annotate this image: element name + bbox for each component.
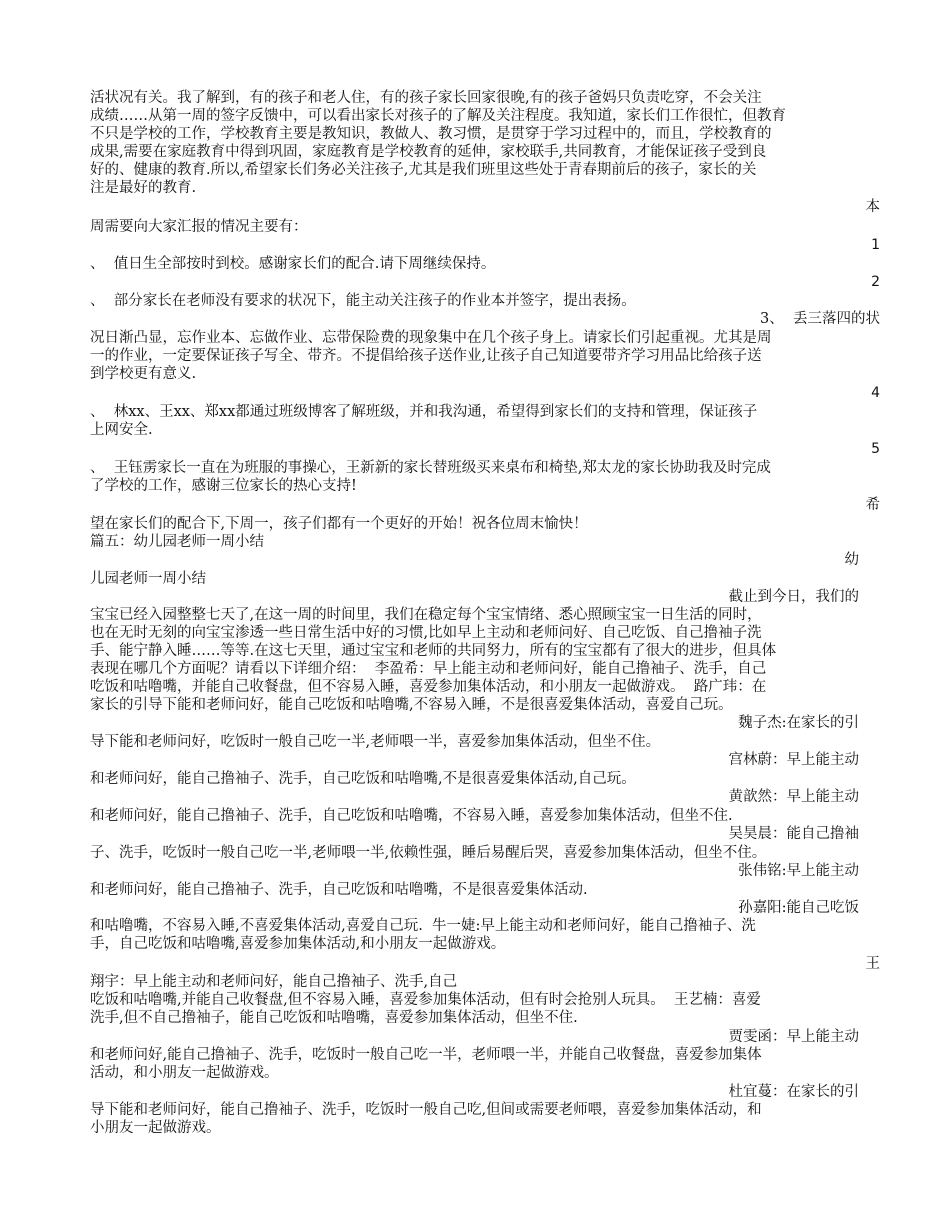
text-line: 王 — [865, 956, 880, 972]
text-line: 成绩……从第一周的签字反馈中，可以看出家长对孩子的了解及关注程度。我知道，家长们工作很忙，但教育 — [90, 108, 786, 124]
list-number: 1 — [871, 237, 880, 253]
text-line: 导下能和老师问好，能自己撸袖子、洗手，吃饭时一般自己吃,但间或需要老师喂，喜爱参加集体活动，和 — [90, 1102, 762, 1118]
text-line: 幼 — [844, 552, 859, 568]
list-item: 、 值日生全部按时到校。感谢家长们的配合.请下周继续保持。 — [90, 256, 496, 272]
list-item: 、 部分家长在老师没有要求的状况下，能主动关注孩子的作业本并签字，提出表扬。 — [90, 293, 636, 309]
text-line: 成果,需要在家庭教育中得到巩固，家庭教育是学校教育的延伸，家校联手,共同教育，才能保证孩子受到良 — [90, 144, 767, 160]
text-line: 吃饭和咕噜嘴，并能自己收餐盘，但不容易入睡，喜爱参加集体活动，和小朋友一起做游戏。 路广玮：在 — [90, 679, 767, 695]
text-line: 不只是学校的工作，学校教育主要是教知识，教做人、教习惯，是贯穿于学习过程中的，而且，学校教育的 — [90, 126, 772, 142]
text-line: 和老师问好，能自己撸袖子、洗手，自己吃饭和咕噜嘴,不是很喜爱集体活动,自己玩。 — [90, 771, 636, 787]
text-line: 和老师问好,能自己撸袖子、洗手，吃饭时一般自己吃一半，老师喂一半，并能自己收餐盘，喜爱参加集体 — [90, 1047, 762, 1063]
text-line: 小朋友一起做游戏。 — [90, 1120, 221, 1136]
text-line: 张伟铭:早上能主动 — [738, 863, 859, 879]
list-item: 、 林xx、王xx、郑xx都通过班级博客了解班级，并和我沟通，希望得到家长们的支持和管理，保证孩子 — [90, 404, 758, 420]
text-line: 家长的引导下能和老师问好，能自己吃饭和咕噜嘴,不容易入睡，不是很喜爱集体活动，喜爱自己玩。 — [90, 697, 733, 713]
text-line: 况日渐凸显，忘作业本、忘做作业、忘带保险费的现象集中在几个孩子身上。请家长们引起重视。尤其是周 — [90, 330, 772, 346]
text-line: 到学校更有意义. — [90, 366, 197, 382]
text-line: 子、洗手，吃饭时一般自己吃一半,老师喂一半,依赖性强，睡后易醒后哭，喜爱参加集体活动，但坐不住。 — [90, 845, 767, 861]
section-heading: 篇五：幼儿园老师一周小结 — [90, 534, 264, 550]
text-line: 表现在哪几个方面呢？请看以下详细介绍： 李盈希：早上能主动和老师问好，能自己撸袖子、洗手，自己 — [90, 661, 767, 677]
text-line: 截止到今日，我们的 — [728, 589, 859, 605]
text-line: 好的、健康的教育.所以,希望家长们务必关注孩子,尤其是我们班里这些处于青春期前后的孩子，家长的关 — [90, 162, 757, 178]
text-line: 上网安全. — [90, 422, 153, 438]
text-line: 洗手,但不自己撸袖子，能自己吃饭和咕噜嘴，喜爱参加集体活动，但坐不住. — [90, 1010, 578, 1026]
text-line: 望在家长们的配合下,下周一，孩子们都有一个更好的开始！祝各位周末愉快！ — [90, 516, 588, 532]
text-line: 贾雯函：早上能主动 — [728, 1029, 859, 1045]
text-line: 吃饭和咕噜嘴,并能自己收餐盘,但不容易入睡，喜爱参加集体活动，但有时会抢别人玩具。 王艺楠：喜爱 — [90, 992, 761, 1008]
text-line: 了学校的工作，感谢三位家长的热心支持! — [90, 478, 357, 494]
text-line: 手，自己吃饭和咕噜嘴,喜爱参加集体活动,和小朋友一起做游戏。 — [90, 936, 506, 952]
text-line: 也在无时无刻的向宝宝渗透一些日常生活中好的习惯,比如早上主动和老师问好、自己吃饭、自己撸袖子洗 — [90, 625, 762, 641]
text-line: 和老师问好，能自己撸袖子、洗手，自己吃饭和咕噜嘴，不容易入睡，喜爱参加集体活动，但坐不住. — [90, 808, 733, 824]
text-line: 活状况有关。我了解到，有的孩子和老人住，有的孩子家长回家很晚,有的孩子爸妈只负责吃穿，不会关注 — [90, 90, 762, 106]
list-number: 5 — [871, 441, 880, 457]
text-line: 宝宝已经入园整整七天了,在这一周的时间里，我们在稳定每个宝宝情绪、悉心照顾宝宝一日生活的同时， — [90, 607, 762, 623]
text-line: 注是最好的教育. — [90, 180, 197, 196]
list-number: 4 — [871, 385, 880, 401]
list-item: 3、 丢三落四的状 — [760, 311, 880, 327]
text-line: 魏子杰:在家长的引 — [738, 715, 859, 731]
text-line: 一的作业，一定要保证孩子写全、带齐。不提倡给孩子送作业,让孩子自己知道要带齐学习用品比给孩子送 — [90, 348, 762, 364]
text-line: 杜宜蔓：在家长的引 — [728, 1084, 859, 1100]
section-title: 儿园老师一周小结 — [90, 571, 206, 587]
text-line: 吴昊晨：能自己撸袖 — [728, 826, 859, 842]
text-line: 和老师问好，能自己撸袖子、洗手，自己吃饭和咕噜嘴，不是很喜爱集体活动. — [90, 882, 588, 898]
text-line: 手、能宁静入睡……等等.在这七天里，通过宝宝和老师的共同努力，所有的宝宝都有了很大的进步，但具体 — [90, 643, 777, 659]
text-line: 翔宇：早上能主动和老师问好，能自己撸袖子、洗手,自己 — [90, 974, 458, 990]
text-line: 宫林蔚：早上能主动 — [728, 752, 859, 768]
text-line: 黄歆然：早上能主动 — [728, 789, 859, 805]
text-line: 活动，和小朋友一起做游戏。 — [90, 1065, 279, 1081]
text-line: 孙嘉阳:能自己吃饭 — [738, 900, 859, 916]
text-line: 周需要向大家汇报的情况主要有： — [90, 219, 308, 235]
text-line: 本 — [865, 199, 880, 215]
list-number: 2 — [871, 274, 880, 290]
text-line: 希 — [865, 497, 880, 513]
text-line: 和咕噜嘴，不容易入睡,不喜爱集体活动,喜爱自己玩. 牛一婕:早上能主动和老师问好，能自己撸袖子、洗 — [90, 918, 756, 934]
list-item: 、 王钰雳家长一直在为班服的事操心，王新新的家长替班级买来桌布和椅垫,郑太龙的家长协助我及时完成 — [90, 460, 771, 476]
text-line: 导下能和老师问好，吃饭时一般自己吃一半,老师喂一半，喜爱参加集体活动，但坐不住。 — [90, 734, 661, 750]
